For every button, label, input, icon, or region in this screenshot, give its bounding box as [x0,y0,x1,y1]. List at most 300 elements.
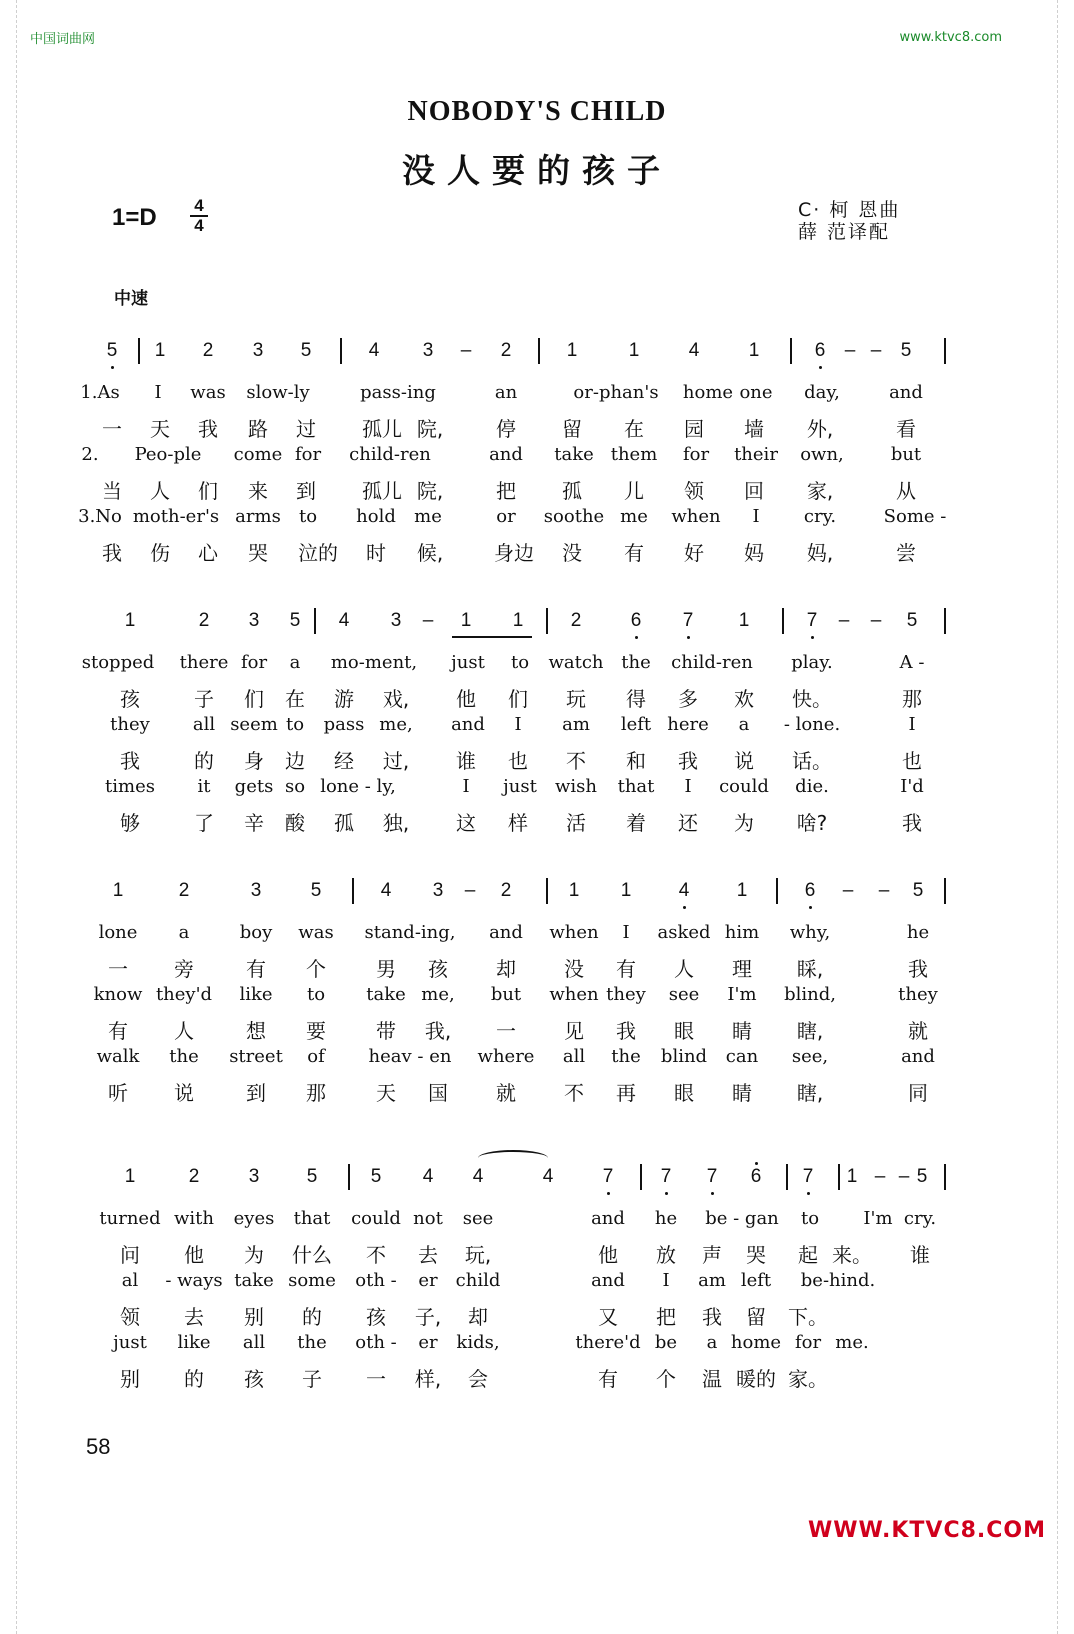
lyric-word: 那 [306,1081,326,1105]
lyric-word: know [93,984,143,1005]
lyric-word: 一 [102,417,122,441]
lyric-word: 谁 [910,1243,930,1267]
note: 4 [338,610,350,631]
lyric-word: 这 [456,811,476,835]
note: – [422,610,434,631]
lyric-word: 会 [468,1367,488,1391]
lyric-word: they [110,714,150,735]
note: 6 [750,1166,762,1187]
lyric-word: eyes [233,1208,275,1229]
lyric-word: 到 [246,1081,266,1105]
note: – [464,880,476,901]
lyric-word: 我 [120,749,140,773]
note: 3 [248,1166,260,1187]
lyric-word: see [668,984,700,1005]
lyric-word: and [591,1270,625,1291]
lyric-word: and [901,1046,935,1067]
lyric-word: 什么 [292,1243,332,1267]
lyric-word: I [622,922,630,943]
lyric-word: 下。 [788,1305,828,1329]
lyric-word: 2. [81,444,99,465]
lyric-word: 为 [734,811,754,835]
note: – [874,1166,886,1187]
lyric-word: 睛 [732,1019,752,1043]
lyric-word: 要 [306,1019,326,1043]
lyric-word: 就 [496,1081,516,1105]
lyric-word: I'm [863,1208,893,1229]
lyric-word: 却 [496,957,516,981]
lyric-word: a [289,652,301,673]
note: 4 [368,340,380,361]
barline [314,608,316,634]
lyric-word: am [562,714,590,735]
lyric-word: could [719,776,769,797]
lyric-word: 孤 [562,479,582,503]
lyric-word: day, [804,382,840,403]
lyric-word: the [297,1332,327,1353]
lyric-word: blind, [784,984,836,1005]
lyric-word: 天 [376,1081,396,1105]
lyric-word: 旁 [174,957,194,981]
lyric-word: 去 [184,1305,204,1329]
barline [640,1164,642,1190]
lyric-word: 男 [376,957,396,981]
lyric-word: 子, [414,1305,442,1329]
lyric-word: that [293,1208,331,1229]
lyric-word: 了 [194,811,214,835]
lyric-word: 院, [416,417,444,441]
note: 4 [678,880,690,901]
note: 1 [154,340,166,361]
note: 2 [500,880,512,901]
note: 5 [900,340,912,361]
lyric-word: a [738,714,750,735]
lyric-word: so [284,776,306,797]
lyric-word: 妈 [744,541,764,565]
lyric-word: 伤 [150,541,170,565]
lyric-word: I [154,382,162,403]
note: 1 [846,1166,858,1187]
lyric-word: 来。 [832,1243,872,1267]
lyric-word: wish [555,776,597,797]
lyric-word: 经 [334,749,354,773]
lyric-word: like [177,1332,211,1353]
lyric-word: 家。 [788,1367,828,1391]
lyric-word: 别 [120,1367,140,1391]
lyric-word: 游 [334,687,354,711]
lyric-word: soothe [543,506,605,527]
lyric-word: 的 [194,749,214,773]
lyric-word: 眼 [674,1019,694,1043]
lyric-word: me. [835,1332,869,1353]
note: 1 [628,340,640,361]
time-signature-top: 4 [194,196,204,215]
lyric-word: 孩 [244,1367,264,1391]
lyric-word: 在 [624,417,644,441]
lyric-word: but [890,444,922,465]
site-name-left[interactable]: 中国词曲网 [30,32,96,47]
lyric-word: 瞎, [796,1081,824,1105]
lyric-word: 快。 [792,687,832,711]
lyric-word: 带 [376,1019,396,1043]
lyric-word: 尝 [896,541,916,565]
note: 7 [806,610,818,631]
note: 3 [390,610,402,631]
lyric-word: for [682,444,710,465]
lyric-word: lone - ly, [320,776,396,797]
lyric-word: me [620,506,648,527]
note: – [870,340,882,361]
lyric-word: 们 [198,479,218,503]
lyric-word: me [414,506,442,527]
lyric-word: 个 [306,957,326,981]
lyric-word: 温 [702,1367,722,1391]
octave-dot-below [809,906,812,909]
lyric-word: for [794,1332,822,1353]
lyric-word: them [610,444,658,465]
lyric-word: 又 [598,1305,618,1329]
lyric-word: 墙 [744,417,764,441]
lyric-word: 得 [626,687,646,711]
lyric-word: 3.No [78,506,122,527]
lyric-word: al [121,1270,139,1291]
lyric-word: 人 [174,1019,194,1043]
lyric-word: 一 [496,1019,516,1043]
note: 1 [512,610,524,631]
left-margin-strip [0,0,17,1634]
lyric-word: and [451,714,485,735]
lyric-word: but [490,984,522,1005]
lyric-word: 有 [598,1367,618,1391]
note: 3 [248,610,260,631]
lyric-word: er [418,1270,438,1291]
lyric-word: take [366,984,406,1005]
lyric-word: was [298,922,334,943]
lyric-word: 留 [746,1305,766,1329]
lyric-word: it [197,776,211,797]
lyric-word: 家, [806,479,834,503]
lyric-word: 话。 [792,749,832,773]
lyric-word: just [503,776,537,797]
lyric-word: 一 [366,1367,386,1391]
lyric-word: 不 [564,1081,584,1105]
lyric-word: 国 [428,1081,448,1105]
lyric-word: I [908,714,916,735]
lyric-word: 孩 [428,957,448,981]
lyric-word: 人 [150,479,170,503]
lyric-word: oth - [355,1270,397,1291]
lyric-word: 心 [198,541,218,565]
note: 1 [566,340,578,361]
lyric-word: 没 [562,541,582,565]
lyric-word: 去 [418,1243,438,1267]
composer-credit: C· 柯 恩曲 [798,199,901,221]
beam-underline [452,636,532,638]
lyric-word: play. [791,652,833,673]
lyric-word: home [682,382,734,403]
lyric-word: 们 [508,687,528,711]
lyric-word: - lone. [783,714,841,735]
note: 7 [802,1166,814,1187]
lyric-word: be - gan [705,1208,779,1229]
lyric-word: 理 [732,957,752,981]
lyric-word: 妈, [806,541,834,565]
lyric-word: 院, [416,479,444,503]
time-signature-bottom: 4 [194,216,204,235]
lyric-word: take [554,444,594,465]
lyric-word: 他 [184,1243,204,1267]
lyric-word: they'd [155,984,213,1005]
barline [944,1164,946,1190]
lyric-word: like [239,984,273,1005]
lyric-word: 有 [246,957,266,981]
lyric-word: child-ren [349,444,431,465]
note: 3 [432,880,444,901]
lyric-word: 泣的 [298,541,338,565]
lyric-word: 我, [424,1019,452,1043]
lyric-word: there [179,652,229,673]
lyric-word: 着 [626,811,646,835]
octave-dot-below [607,1192,610,1195]
lyric-word: 睬, [796,957,824,981]
note: 7 [602,1166,614,1187]
lyric-word: street [229,1046,283,1067]
lyric-word: 回 [744,479,764,503]
lyric-word: 够 [120,811,140,835]
note: 4 [380,880,392,901]
lyric-word: stand-ing, [364,922,456,943]
lyric-word: 啥? [796,811,828,835]
lyric-word: stopped [81,652,155,673]
lyric-word: some [288,1270,336,1291]
lyric-word: 边 [285,749,305,773]
lyric-word: I [462,776,470,797]
note: 1 [460,610,472,631]
note: 4 [542,1166,554,1187]
lyric-word: 的 [302,1305,322,1329]
lyric-word: 看 [896,417,916,441]
note: 1 [124,1166,136,1187]
note: – [898,1166,910,1187]
lyric-word: the [611,1046,641,1067]
barline [944,878,946,904]
octave-dot-below [807,1192,810,1195]
lyric-word: me, [379,714,413,735]
site-url-right[interactable]: www.ktvc8.com [899,30,1002,45]
barline [352,878,354,904]
lyric-word: take [234,1270,274,1291]
lyric-word: - ways [165,1270,223,1291]
lyric-word: walk [96,1046,140,1067]
lyric-word: 我 [908,957,928,981]
lyric-word: 还 [678,811,698,835]
lyric-word: just [113,1332,147,1353]
lyric-word: turned [99,1208,161,1229]
lyric-word: 外, [806,417,834,441]
barline [944,608,946,634]
lyric-word: with [174,1208,214,1229]
octave-dot-below [665,1192,668,1195]
lyric-word: left [620,714,652,735]
lyric-word: 说 [734,749,754,773]
lyric-word: 停 [496,417,516,441]
lyric-word: 子 [194,687,214,711]
note: 2 [188,1166,200,1187]
translator-credit: 薛 范译配 [798,221,891,243]
barline [776,878,778,904]
tempo-marking: 中速 [114,289,148,309]
lyric-word: and [489,444,523,465]
note: 1 [112,880,124,901]
lyric-word: 路 [248,417,268,441]
lyric-word: 玩 [566,687,586,711]
lyric-word: 放 [656,1243,676,1267]
lyric-word: when [549,922,599,943]
lyric-word: to [298,506,318,527]
lyric-word: a [706,1332,718,1353]
lyric-word: 在 [285,687,305,711]
lyric-word: 我 [702,1305,722,1329]
lyric-word: 别 [244,1305,264,1329]
lyric-word: 睛 [732,1081,752,1105]
lyric-word: moth-er's [132,506,220,527]
lyric-word: 好 [684,541,704,565]
lyric-word: to [510,652,530,673]
lyric-word: I [684,776,692,797]
lyric-word: could [351,1208,401,1229]
lyric-word: 子 [302,1367,322,1391]
lyric-word: 个 [656,1367,676,1391]
lyric-word: 天 [150,417,170,441]
lyric-word: 我 [198,417,218,441]
lyric-word: 酸 [285,811,305,835]
lyric-word: 听 [108,1081,128,1105]
lyric-word: 我 [678,749,698,773]
lyric-word: I'm [727,984,757,1005]
octave-dot-below [683,906,686,909]
lyric-word: 人 [674,957,694,981]
note: 3 [250,880,262,901]
lyric-word: 多 [678,687,698,711]
lyric-word: 和 [626,749,646,773]
lyric-word: asked [657,922,711,943]
octave-dot-below [819,366,822,369]
lyric-word: seem [230,714,278,735]
lyric-word: 把 [496,479,516,503]
lyric-word: here [667,714,709,735]
lyric-word: 哭 [746,1243,766,1267]
lyric-word: heav - en [368,1046,452,1067]
lyric-word: see [462,1208,494,1229]
lyric-word: cry. [803,506,837,527]
lyric-word: 起 [798,1243,818,1267]
lyric-word: cry. [903,1208,937,1229]
lyric-word: a [178,922,190,943]
barline [790,338,792,364]
barline [944,338,946,364]
lyric-word: 不 [366,1243,386,1267]
lyric-word: that [617,776,655,797]
lyric-word: to [306,984,326,1005]
lyric-word: of [307,1046,325,1067]
lyric-word: 不 [566,749,586,773]
lyric-word: me, [421,984,455,1005]
note: 5 [916,1166,928,1187]
note: 3 [422,340,434,361]
lyric-word: 留 [562,417,582,441]
lyric-word: 暖的 [736,1367,776,1391]
note: 2 [202,340,214,361]
note: 7 [660,1166,672,1187]
lyric-word: 独, [382,811,410,835]
lyric-word: 再 [616,1081,636,1105]
lyric-word: 样 [508,811,528,835]
lyric-word: child [455,1270,501,1291]
octave-dot-below [111,366,114,369]
key-signature: 1=D [112,204,157,231]
octave-dot-below [687,636,690,639]
lyric-word: 为 [244,1243,264,1267]
note: 7 [706,1166,718,1187]
lyric-word: 们 [244,687,264,711]
lyric-word: Peo-ple [134,444,202,465]
lyric-word: just [451,652,485,673]
lyric-word: 领 [120,1305,140,1329]
note: 2 [570,610,582,631]
note: 6 [630,610,642,631]
time-signature [190,198,208,234]
note: 6 [814,340,826,361]
lyric-word: 戏, [382,687,410,711]
lyric-word: 一 [108,957,128,981]
note: 5 [912,880,924,901]
lyric-word: all [192,714,216,735]
lyric-word: watch [548,652,604,673]
note: 1 [748,340,760,361]
lyric-word: can [725,1046,759,1067]
note: – [842,880,854,901]
note: – [844,340,856,361]
lyric-word: 眼 [674,1081,694,1105]
song-title-chinese: 没人要的孩子 [402,151,672,190]
lyric-word: pass [323,714,365,735]
note: 4 [472,1166,484,1187]
site-logo[interactable]: WWW.KTVC8.COM [808,1518,1046,1543]
lyric-word: and [591,1208,625,1229]
barline [348,1164,350,1190]
note: 5 [289,610,301,631]
lyric-word: was [190,382,226,403]
lyric-word: for [240,652,268,673]
lyric-word: 声 [702,1243,722,1267]
lyric-word: mo-ment, [330,652,418,673]
lyric-word: there'd [575,1332,641,1353]
lyric-word: be-hind. [800,1270,876,1291]
note: 2 [178,880,190,901]
lyric-word: 过 [296,417,316,441]
lyric-word: be [654,1332,678,1353]
lyric-word: oth - [355,1332,397,1353]
lyric-word: 园 [684,417,704,441]
lyric-word: they [606,984,646,1005]
lyric-word: 当 [102,479,122,503]
note: 3 [252,340,264,361]
lyric-word: 有 [616,957,636,981]
lyric-word: I [662,1270,670,1291]
lyric-word: A - [899,652,925,673]
lyric-word: see, [791,1046,829,1067]
note: 7 [682,610,694,631]
